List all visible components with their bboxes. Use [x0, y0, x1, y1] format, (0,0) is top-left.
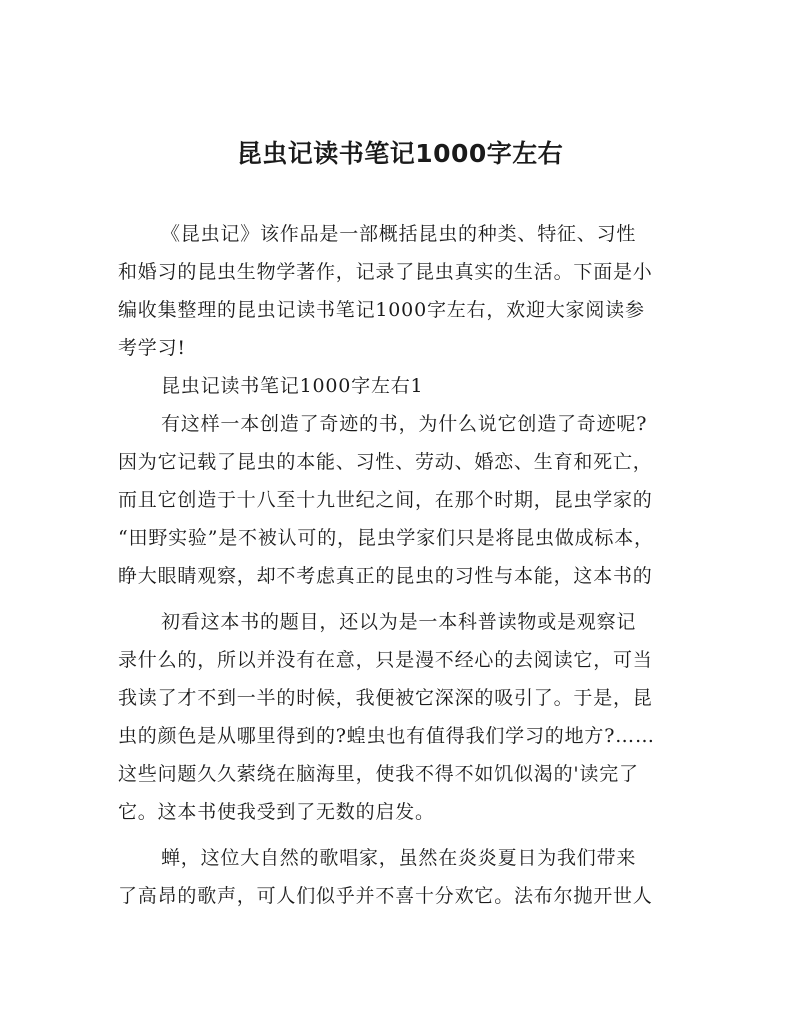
paragraph-line: “田野实验”是不被认可的，昆虫学家们只是将昆虫做成标本，	[118, 527, 654, 549]
paragraph-line: 有这样一本创造了奇迹的书，为什么说它创造了奇迹呢?	[161, 413, 648, 435]
paragraph-line: 蝉，这位大自然的歌唱家，虽然在炎炎夏日为我们带来	[161, 847, 637, 869]
section-heading: 昆虫记读书笔记1000字左右1	[161, 375, 424, 397]
paragraph-line: 我读了才不到一半的时候，我便被它深深的吸引了。于是，昆	[118, 687, 653, 709]
paragraph-line: 考学习!	[118, 337, 186, 359]
paragraph-line: 初看这本书的题目，还以为是一本科普读物或是观察记	[161, 611, 637, 633]
paragraph-line: 了高昂的歌声，可人们似乎并不喜十分欢它。法布尔抛开世人	[118, 885, 653, 907]
paragraph-line: 虫的颜色是从哪里得到的?蝗虫也有值得我们学习的地方?……	[118, 725, 655, 747]
paragraph-line: 而且它创造于十八至十九世纪之间，在那个时期，昆虫学家的	[118, 489, 653, 511]
paragraph-line: 睁大眼睛观察，却不考虑真正的昆虫的习性与本能，这本书的	[118, 565, 653, 587]
paragraph-line: 它。这本书使我受到了无数的启发。	[118, 801, 435, 823]
paragraph-line: 和婚习的昆虫生物学著作，记录了昆虫真实的生活。下面是小	[118, 261, 653, 283]
paragraph-line: 这些问题久久萦绕在脑海里，使我不得不如饥似渴的'读完了	[118, 763, 639, 785]
paragraph-line: 《昆虫记》该作品是一部概括昆虫的种类、特征、习性	[161, 223, 637, 245]
paragraph-line: 因为它记载了昆虫的本能、习性、劳动、婚恋、生育和死亡，	[118, 451, 653, 473]
paragraph-line: 编收集整理的昆虫记读书笔记1000字左右，欢迎大家阅读参	[118, 299, 645, 321]
document-title: 昆虫记读书笔记1000字左右	[236, 139, 564, 168]
paragraph-line: 录什么的，所以并没有在意，只是漫不经心的去阅读它，可当	[118, 649, 653, 671]
